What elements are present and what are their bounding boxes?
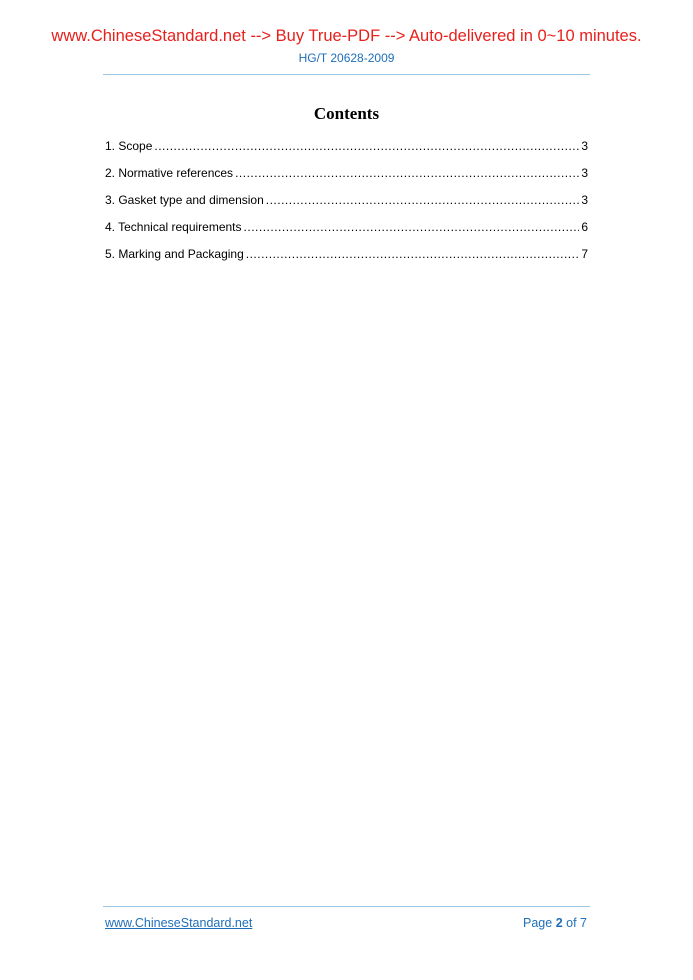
page-number — [523, 916, 587, 930]
table-of-contents — [105, 139, 588, 274]
page-of: of — [566, 916, 577, 930]
toc-entry-page: 3 — [581, 166, 588, 180]
toc-entry-title: 4. Technical requirements — [105, 220, 242, 234]
current-page: 2 — [555, 916, 563, 930]
header-banner[interactable]: www.ChineseStandard.net --> Buy True-PDF --> Auto-delivered in 0~10 minutes. — [51, 27, 642, 45]
toc-entry-scope[interactable] — [105, 139, 588, 166]
footer-website-link[interactable]: www.ChineseStandard.net — [105, 916, 253, 930]
toc-dot-leader — [154, 139, 579, 153]
toc-entry-page: 3 — [581, 139, 588, 153]
footer-divider — [103, 906, 590, 907]
toc-dot-leader — [246, 247, 580, 261]
toc-entry-technical-requirements[interactable] — [105, 220, 588, 247]
toc-entry-normative-references[interactable] — [105, 166, 588, 193]
toc-entry-page: 3 — [581, 193, 588, 207]
toc-entry-page: 7 — [581, 247, 588, 261]
toc-entry-page: 6 — [581, 220, 588, 234]
toc-title: Contents — [313, 104, 380, 123]
toc-entry-marking-packaging[interactable] — [105, 247, 588, 274]
page-prefix: Page — [523, 916, 553, 930]
toc-dot-leader — [266, 193, 580, 207]
toc-dot-leader — [244, 220, 580, 234]
toc-entry-title: 5. Marking and Packaging — [105, 247, 244, 261]
total-pages: 7 — [580, 916, 587, 930]
header-divider — [103, 74, 590, 75]
toc-entry-title: 3. Gasket type and dimension — [105, 193, 264, 207]
toc-entry-title: 2. Normative references — [105, 166, 234, 180]
toc-entry-gasket-type[interactable] — [105, 193, 588, 220]
toc-dot-leader — [235, 166, 579, 180]
toc-entry-title: 1. Scope — [105, 139, 153, 153]
document-code: HG/T 20628-2009 — [298, 51, 395, 65]
